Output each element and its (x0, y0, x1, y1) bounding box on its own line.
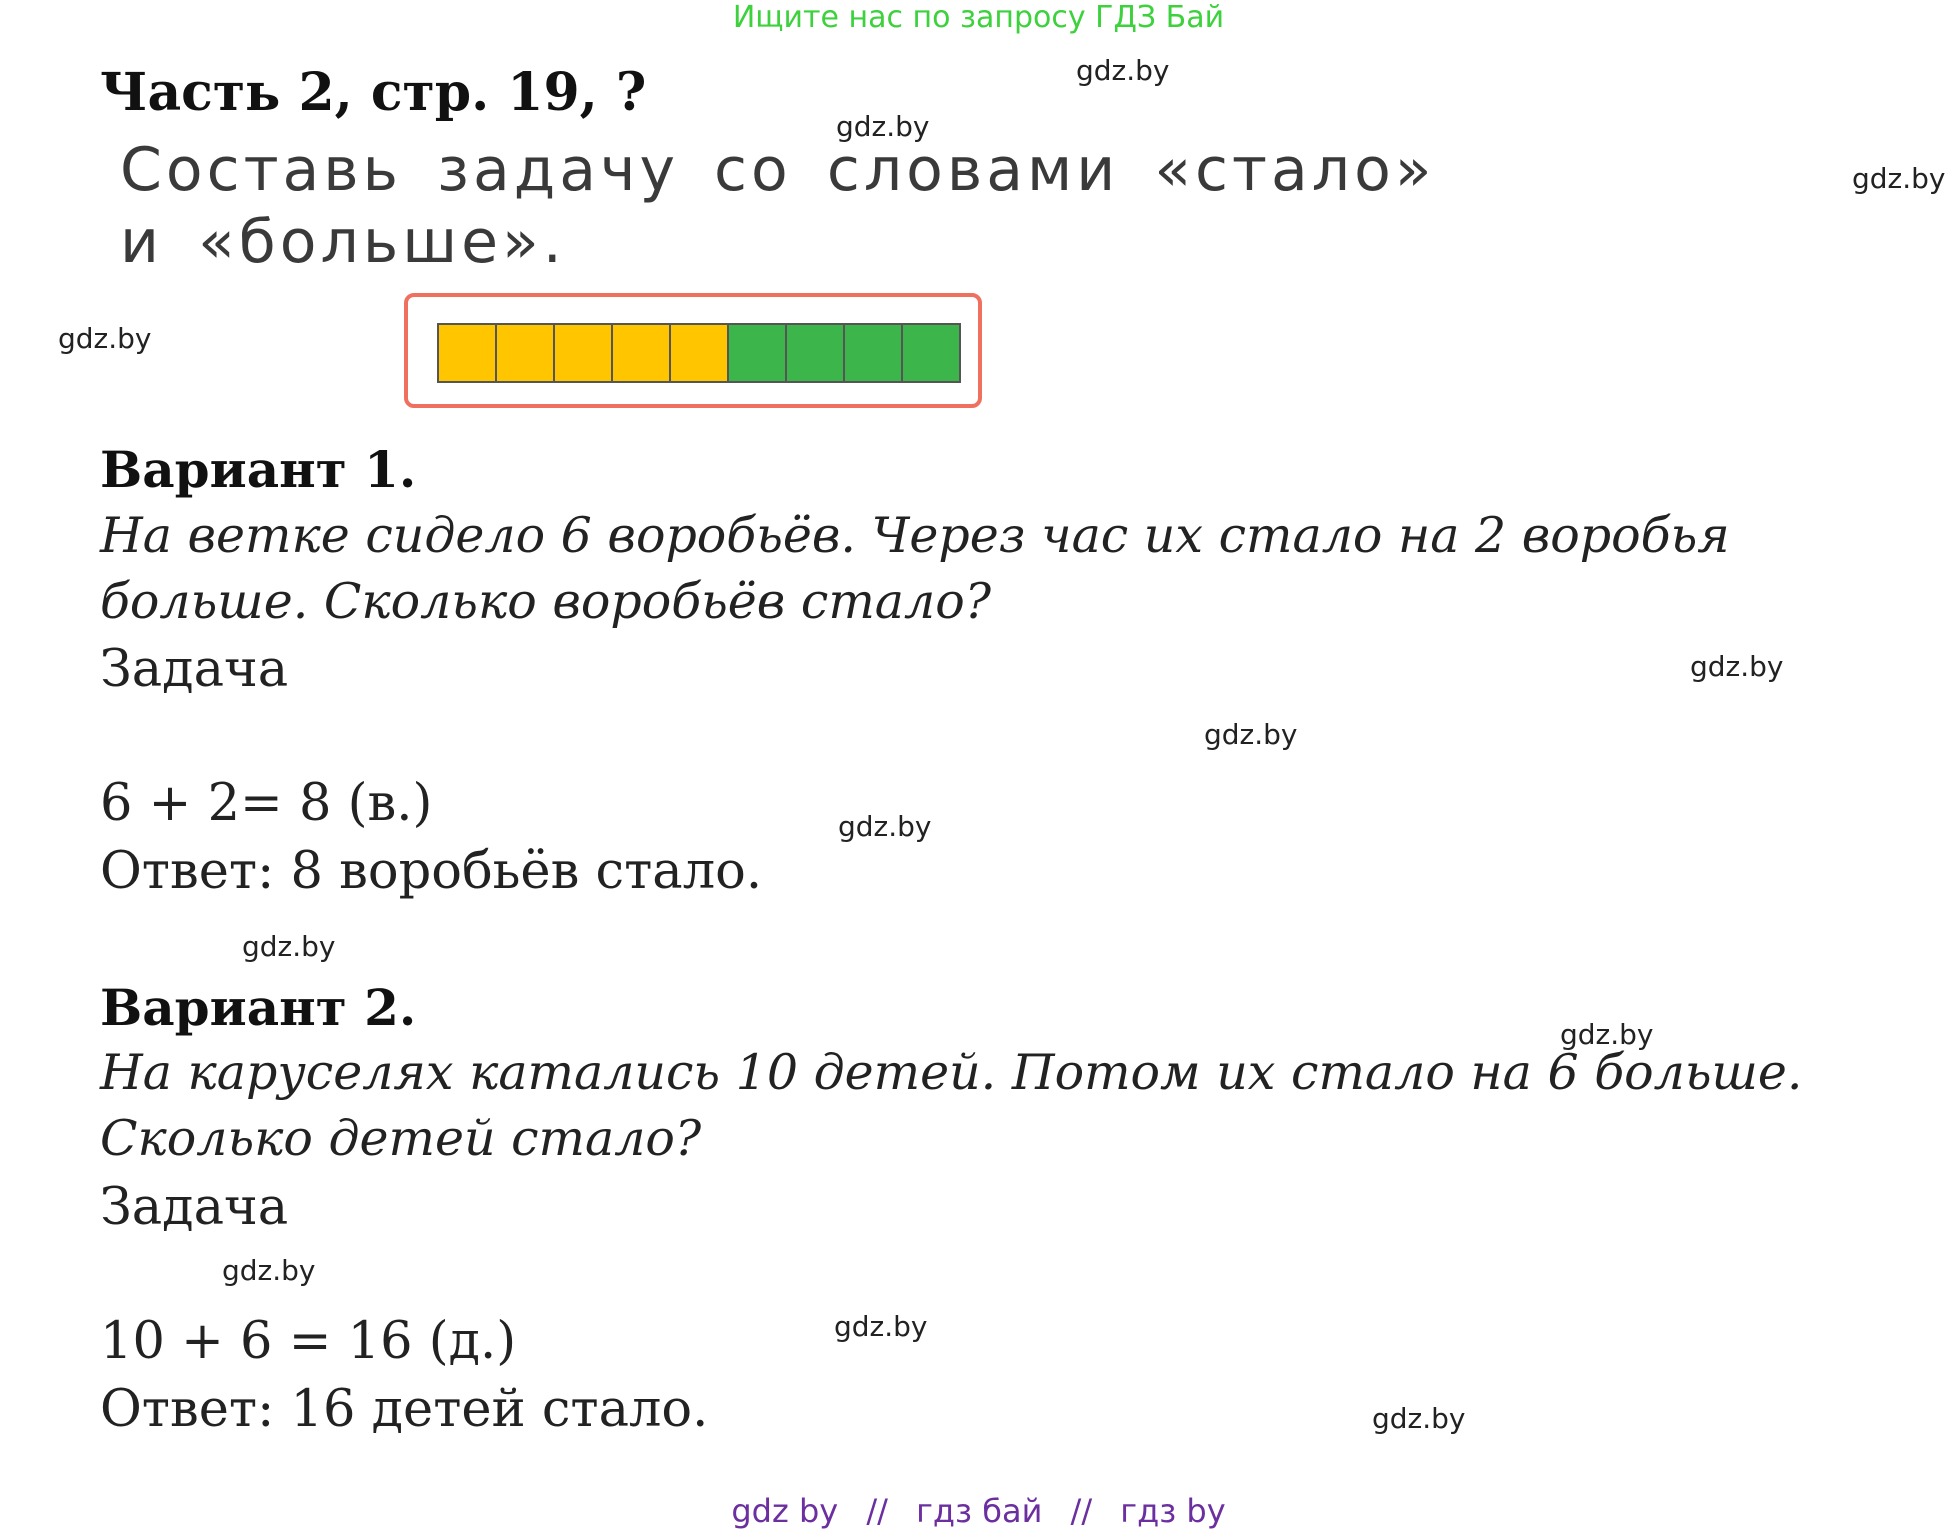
separator: // (866, 1492, 888, 1530)
variant-1-solution: 6 + 2= 8 (в.) (100, 774, 433, 833)
task-prompt: Составь задачу со словами «стало» и «больше». (120, 135, 1436, 277)
yellow-cell (555, 325, 613, 381)
counting-strip-frame (404, 293, 982, 408)
variant-2-title: Вариант 2. (100, 978, 417, 1037)
watermark: gdz.by (1560, 1018, 1654, 1051)
watermark: gdz.by (838, 810, 932, 843)
watermark: gdz.by (1372, 1402, 1466, 1435)
green-cell (729, 325, 787, 381)
watermark: gdz.by (1852, 162, 1946, 195)
watermark: gdz.by (1690, 650, 1784, 683)
separator: // (1070, 1492, 1093, 1530)
variant-1-title: Вариант 1. (100, 440, 417, 499)
search-banner: Ищите нас по запросу ГДЗ Бай (732, 0, 1225, 35)
watermark: gdz.by (222, 1254, 316, 1287)
bottom-link-gdz-by[interactable]: gdz by (731, 1492, 839, 1530)
yellow-cell (439, 325, 497, 381)
green-cell (845, 325, 903, 381)
yellow-cell (613, 325, 671, 381)
variant-1-answer: Ответ: 8 воробьёв стало. (100, 842, 763, 901)
yellow-cell (497, 325, 555, 381)
green-cell (787, 325, 845, 381)
green-cell (903, 325, 959, 381)
counting-strip (437, 323, 961, 383)
part-title: Часть 2, стр. 19, ? (100, 62, 647, 123)
watermark: gdz.by (836, 110, 930, 143)
bottom-link-gdz-by-cyr[interactable]: гдз by (1120, 1492, 1226, 1530)
watermark: gdz.by (58, 322, 152, 355)
variant-2-answer: Ответ: 16 детей стало. (100, 1380, 709, 1439)
watermark: gdz.by (834, 1310, 928, 1343)
bottom-link-gdz-bai[interactable]: гдз бай (916, 1492, 1043, 1530)
watermark: gdz.by (1204, 718, 1298, 751)
variant-2-problem: На каруселях катались 10 детей. Потом их стало на 6 больше. Сколько детей стало? (100, 1044, 1803, 1167)
variant-2-solution: 10 + 6 = 16 (д.) (100, 1312, 517, 1371)
watermark: gdz.by (1076, 54, 1170, 87)
variant-2-task-label: Задача (100, 1178, 289, 1237)
variant-1-problem: На ветке сидело 6 воробьёв. Через час их стало на 2 воробья больше. Сколько воробьёв стало? (100, 507, 1730, 630)
yellow-cell (671, 325, 729, 381)
variant-1-task-label: Задача (100, 640, 289, 699)
bottom-links (0, 1492, 1957, 1530)
watermark: gdz.by (242, 930, 336, 963)
